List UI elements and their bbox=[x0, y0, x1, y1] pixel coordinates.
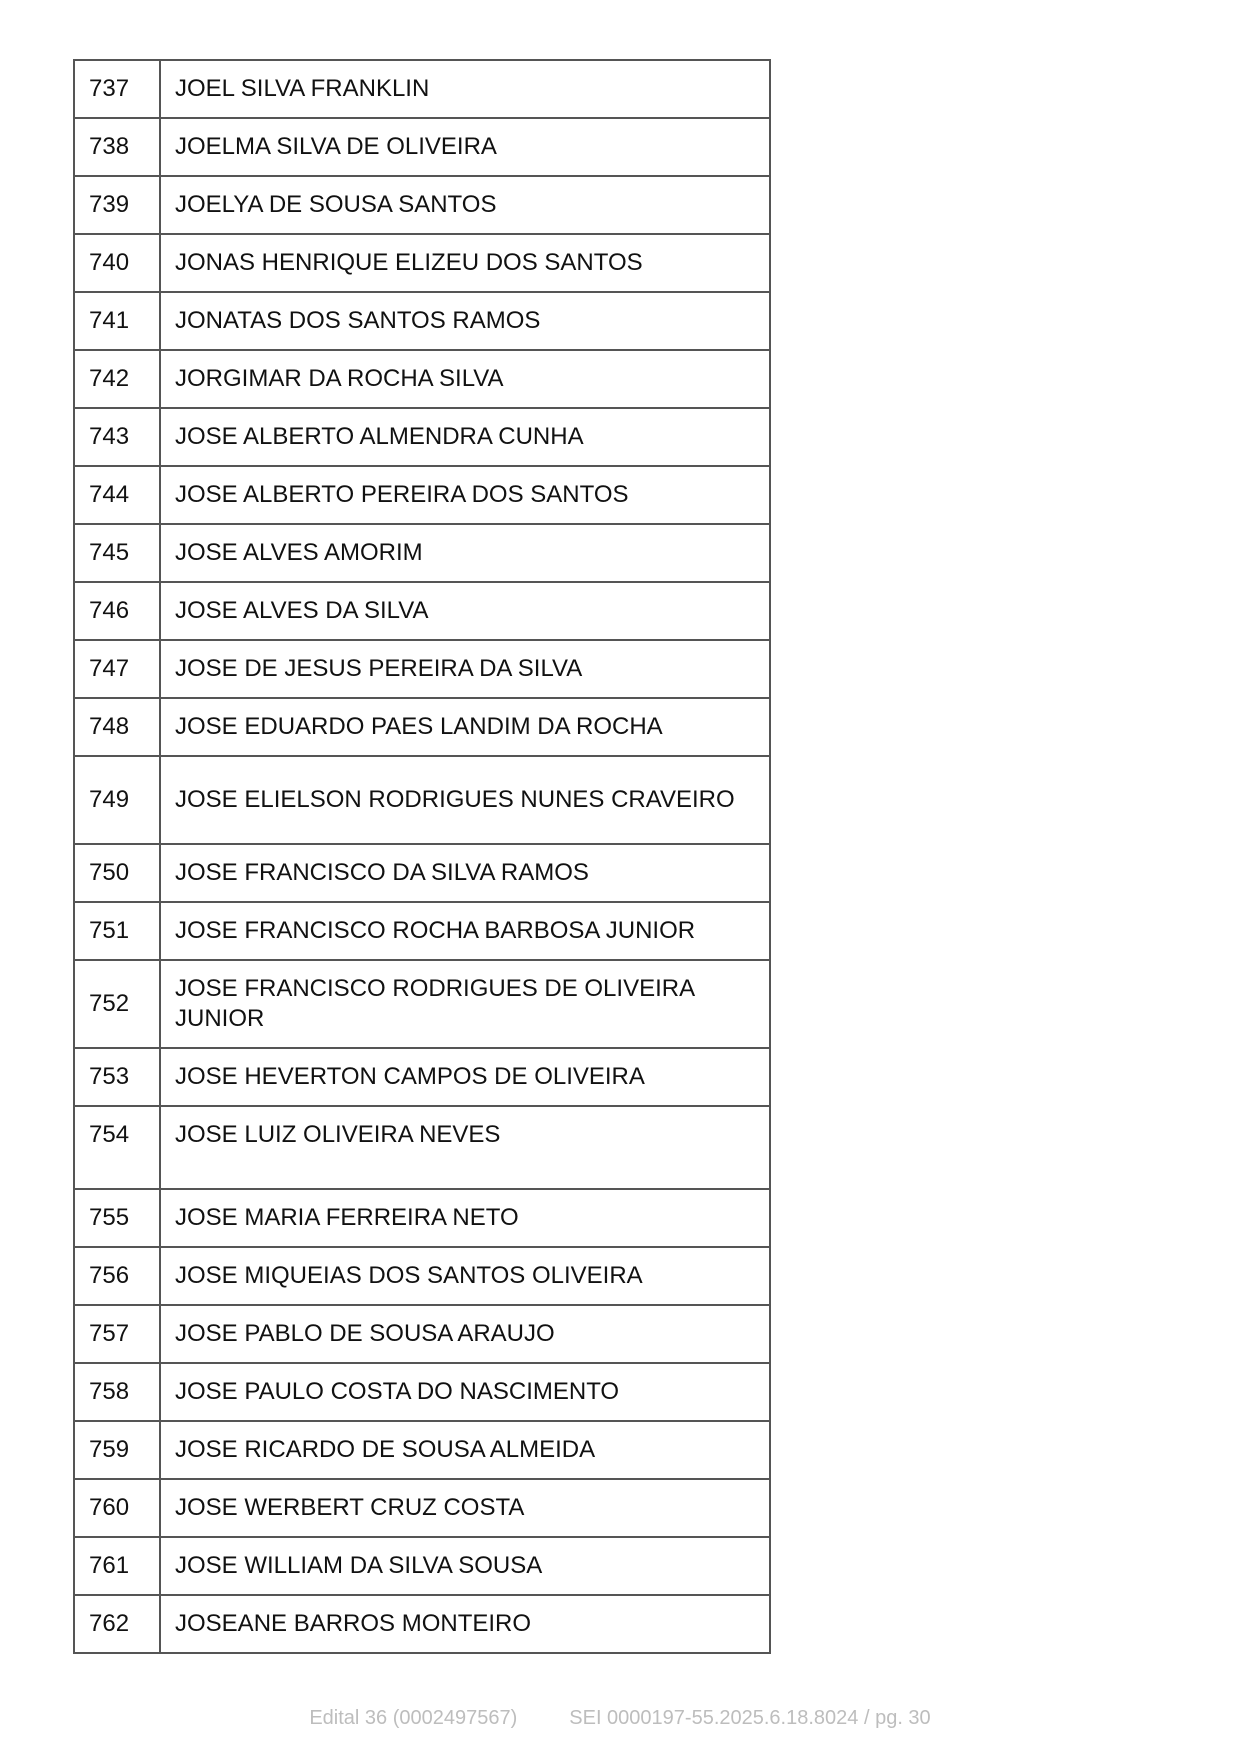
footer-document-ref: Edital 36 (0002497567) bbox=[309, 1707, 518, 1729]
row-number: 752 bbox=[74, 960, 160, 1048]
table-row bbox=[74, 1189, 770, 1247]
row-number: 741 bbox=[74, 292, 160, 350]
table-row bbox=[74, 234, 770, 292]
row-name: JOSE RICARDO DE SOUSA ALMEIDA bbox=[160, 1421, 770, 1479]
table-row bbox=[74, 1479, 770, 1537]
row-name: JOSE EDUARDO PAES LANDIM DA ROCHA bbox=[160, 698, 770, 756]
row-name: JOELYA DE SOUSA SANTOS bbox=[160, 176, 770, 234]
row-name: JOSE WILLIAM DA SILVA SOUSA bbox=[160, 1537, 770, 1595]
table-row bbox=[74, 756, 770, 844]
table-row bbox=[74, 1247, 770, 1305]
row-name: JOSE HEVERTON CAMPOS DE OLIVEIRA bbox=[160, 1048, 770, 1106]
table-row bbox=[74, 1048, 770, 1106]
row-name: JOSE ALVES AMORIM bbox=[160, 524, 770, 582]
row-number: 760 bbox=[74, 1479, 160, 1537]
row-number: 746 bbox=[74, 582, 160, 640]
table-row bbox=[74, 408, 770, 466]
row-name: JOSE FRANCISCO RODRIGUES DE OLIVEIRA JUNIOR bbox=[160, 960, 770, 1048]
row-number: 744 bbox=[74, 466, 160, 524]
row-name: JORGIMAR DA ROCHA SILVA bbox=[160, 350, 770, 408]
table-row bbox=[74, 1106, 770, 1189]
row-number: 739 bbox=[74, 176, 160, 234]
row-number: 758 bbox=[74, 1363, 160, 1421]
row-number: 742 bbox=[74, 350, 160, 408]
row-name: JOSE MIQUEIAS DOS SANTOS OLIVEIRA bbox=[160, 1247, 770, 1305]
table-row bbox=[74, 1305, 770, 1363]
row-number: 748 bbox=[74, 698, 160, 756]
row-number: 762 bbox=[74, 1595, 160, 1653]
row-name: JOSE FRANCISCO ROCHA BARBOSA JUNIOR bbox=[160, 902, 770, 960]
row-number: 755 bbox=[74, 1189, 160, 1247]
row-number: 756 bbox=[74, 1247, 160, 1305]
row-number: 745 bbox=[74, 524, 160, 582]
table-row bbox=[74, 466, 770, 524]
table-row bbox=[74, 582, 770, 640]
row-name: JOSE LUIZ OLIVEIRA NEVES bbox=[160, 1106, 770, 1189]
table-row bbox=[74, 844, 770, 902]
table-row bbox=[74, 524, 770, 582]
table-row bbox=[74, 176, 770, 234]
row-number: 761 bbox=[74, 1537, 160, 1595]
row-number: 743 bbox=[74, 408, 160, 466]
row-number: 754 bbox=[74, 1106, 160, 1189]
table-row bbox=[74, 1537, 770, 1595]
row-name: JOSE ALBERTO ALMENDRA CUNHA bbox=[160, 408, 770, 466]
row-number: 753 bbox=[74, 1048, 160, 1106]
table-row bbox=[74, 60, 770, 118]
footer-process-ref: SEI 0000197-55.2025.6.18.8024 / pg. 30 bbox=[569, 1707, 931, 1729]
row-name: JOELMA SILVA DE OLIVEIRA bbox=[160, 118, 770, 176]
candidate-list-table bbox=[73, 59, 771, 1654]
table-row bbox=[74, 902, 770, 960]
row-number: 740 bbox=[74, 234, 160, 292]
row-number: 738 bbox=[74, 118, 160, 176]
row-number: 749 bbox=[74, 756, 160, 844]
page-footer bbox=[0, 1707, 1240, 1730]
row-name: JOSE ALBERTO PEREIRA DOS SANTOS bbox=[160, 466, 770, 524]
row-number: 751 bbox=[74, 902, 160, 960]
row-name: JOSE PABLO DE SOUSA ARAUJO bbox=[160, 1305, 770, 1363]
row-number: 750 bbox=[74, 844, 160, 902]
table-row bbox=[74, 698, 770, 756]
table-row bbox=[74, 960, 770, 1048]
row-number: 737 bbox=[74, 60, 160, 118]
table-row bbox=[74, 118, 770, 176]
row-name: JOSEANE BARROS MONTEIRO bbox=[160, 1595, 770, 1653]
table-row bbox=[74, 1363, 770, 1421]
row-name: JOEL SILVA FRANKLIN bbox=[160, 60, 770, 118]
row-name: JONAS HENRIQUE ELIZEU DOS SANTOS bbox=[160, 234, 770, 292]
row-name: JOSE ELIELSON RODRIGUES NUNES CRAVEIRO bbox=[160, 756, 770, 844]
row-name: JOSE MARIA FERREIRA NETO bbox=[160, 1189, 770, 1247]
table-row bbox=[74, 640, 770, 698]
row-name: JOSE WERBERT CRUZ COSTA bbox=[160, 1479, 770, 1537]
row-name: JOSE FRANCISCO DA SILVA RAMOS bbox=[160, 844, 770, 902]
row-number: 757 bbox=[74, 1305, 160, 1363]
table-row bbox=[74, 1595, 770, 1653]
row-number: 747 bbox=[74, 640, 160, 698]
table-row bbox=[74, 292, 770, 350]
row-name: JONATAS DOS SANTOS RAMOS bbox=[160, 292, 770, 350]
table-row bbox=[74, 350, 770, 408]
row-number: 759 bbox=[74, 1421, 160, 1479]
row-name: JOSE ALVES DA SILVA bbox=[160, 582, 770, 640]
table-row bbox=[74, 1421, 770, 1479]
row-name: JOSE PAULO COSTA DO NASCIMENTO bbox=[160, 1363, 770, 1421]
row-name: JOSE DE JESUS PEREIRA DA SILVA bbox=[160, 640, 770, 698]
